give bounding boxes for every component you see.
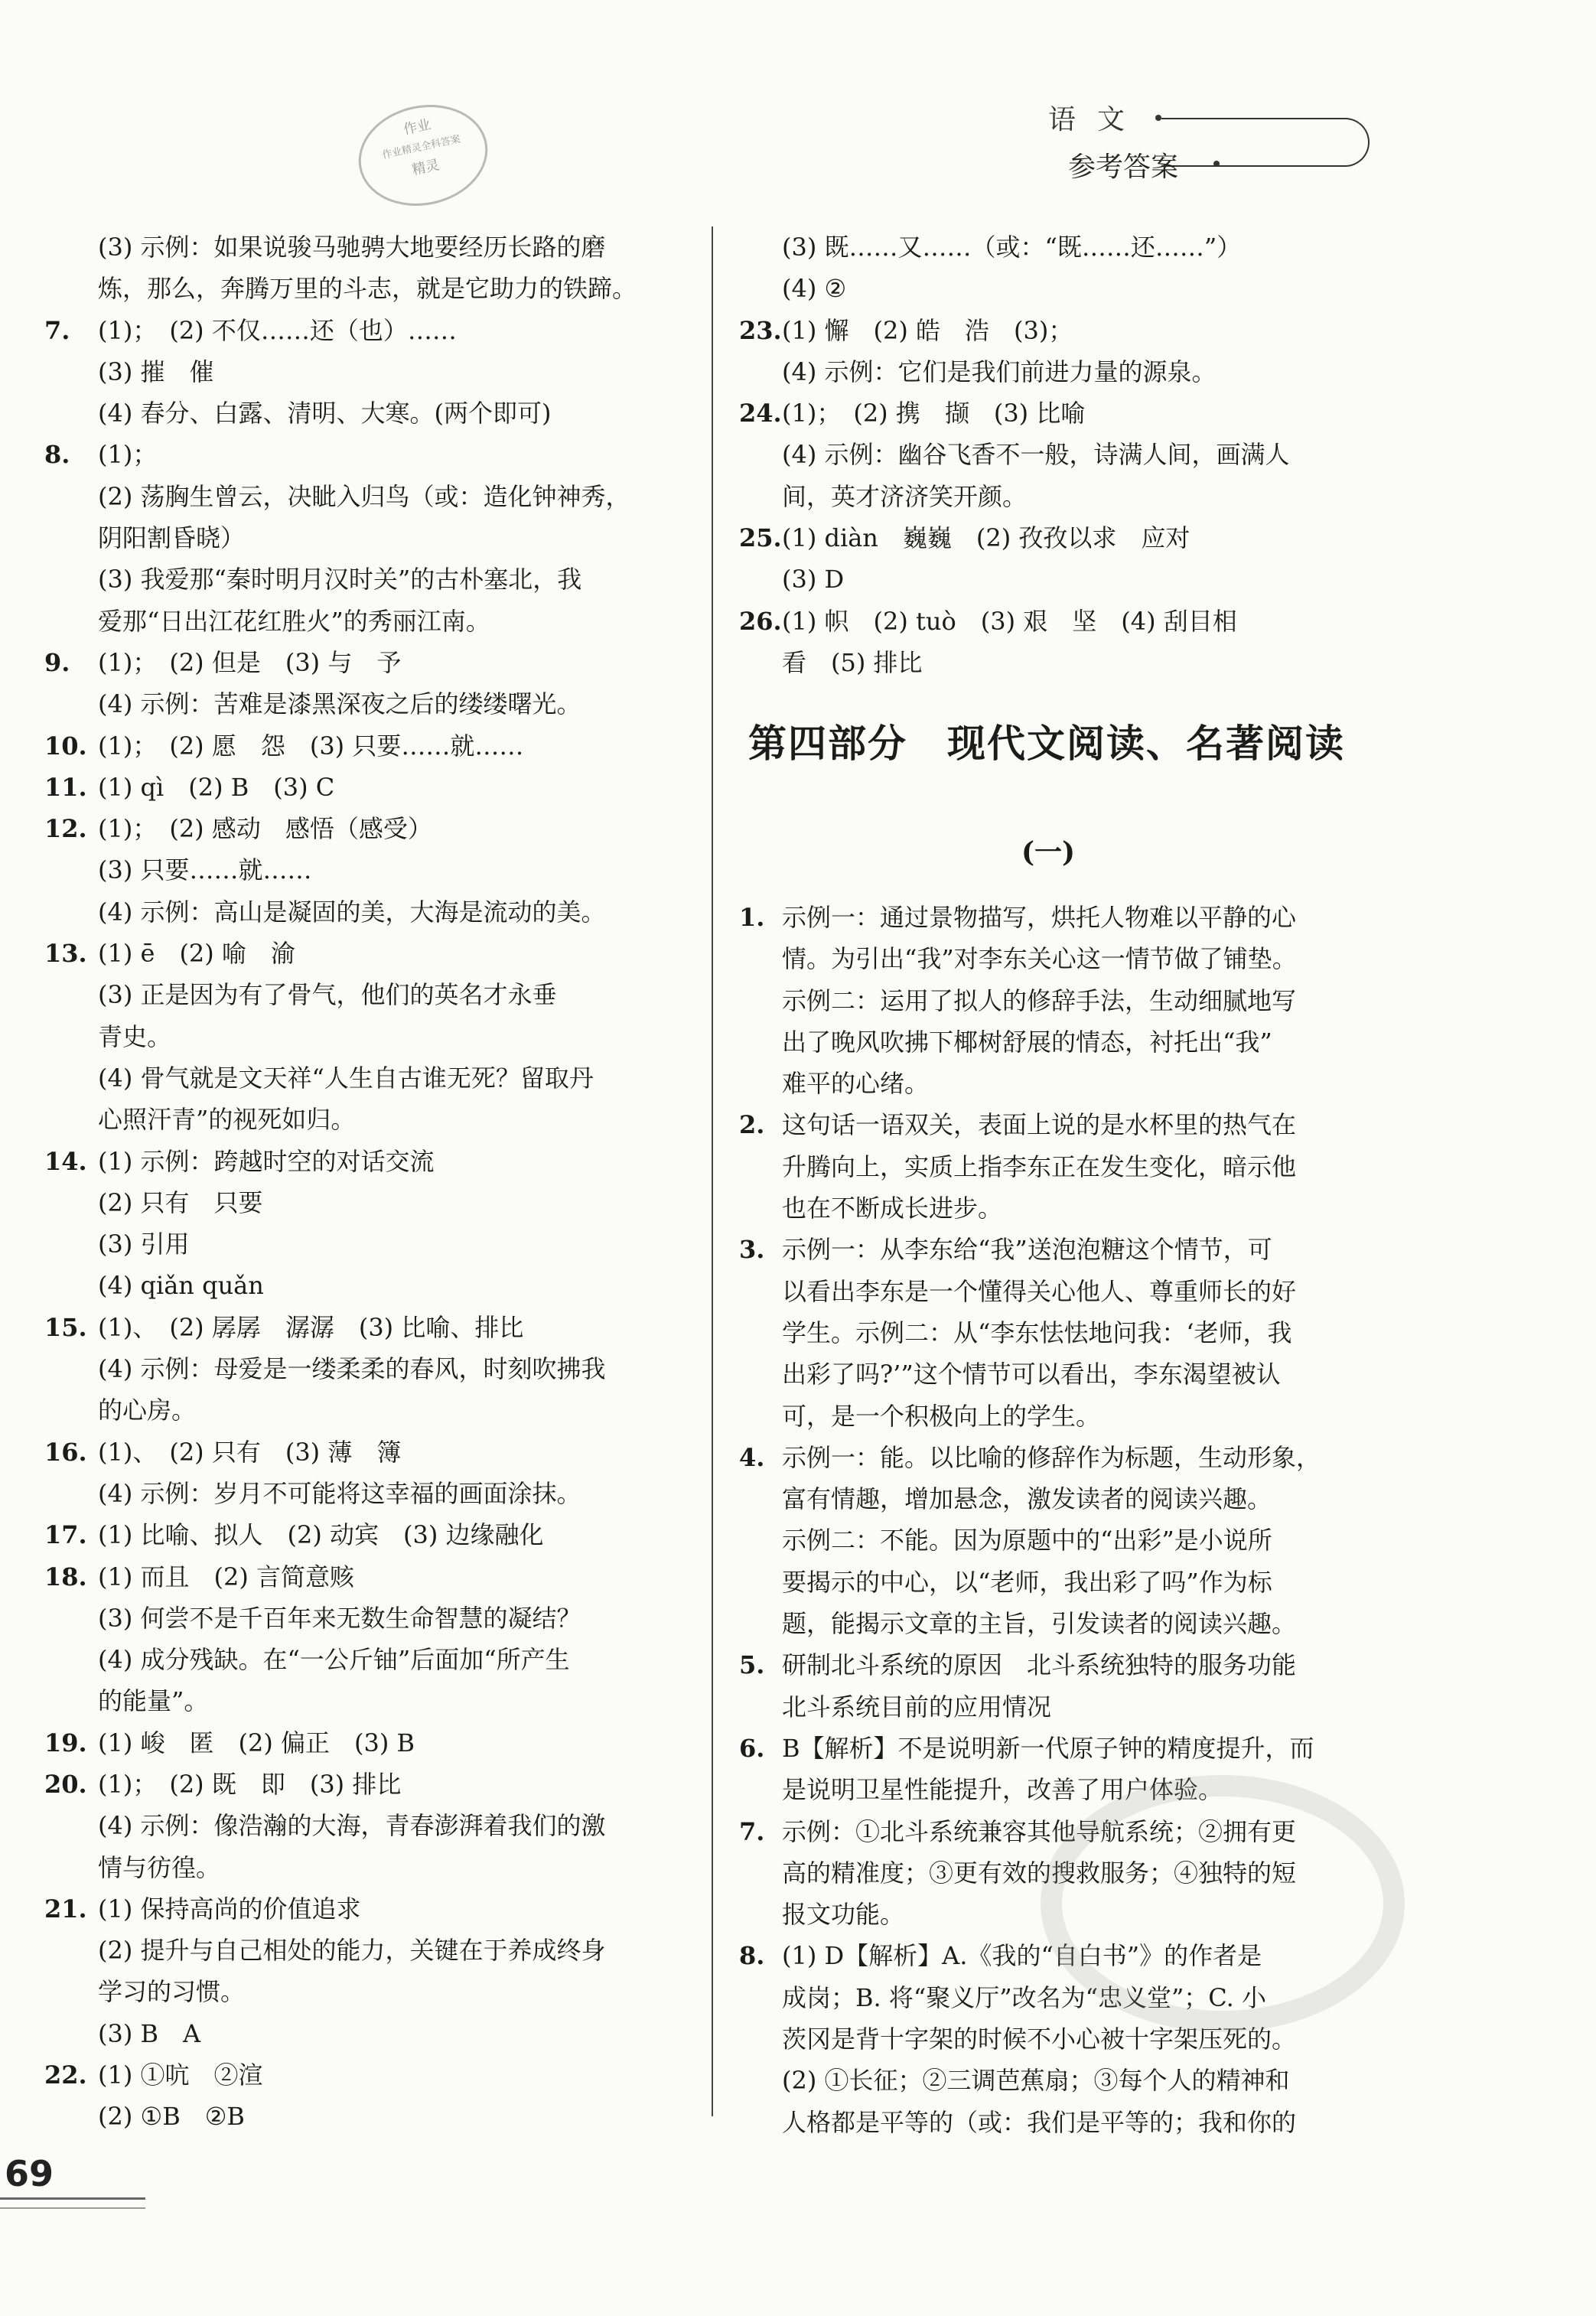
question-number: 8. <box>739 1941 765 1971</box>
answer-text: 学生。示例二：从“李东怯怯地问我：‘老师，我 <box>782 1318 1292 1347</box>
answer-text: (1) 峻 匿 (2) 偏正 (3) B <box>98 1728 415 1757</box>
answer-text: (1)； (2) 既 即 (3) 排比 <box>98 1769 402 1799</box>
answer-text: 示例二：不能。因为原题中的“出彩”是小说所 <box>782 1526 1272 1555</box>
question-number: 22. <box>44 2060 87 2090</box>
answer-text: (1) 懈 (2) 皓 浩 (3)； <box>782 315 1073 345</box>
answer-line <box>44 767 687 808</box>
answer-line <box>739 434 1374 475</box>
answer-line <box>739 1728 1374 1769</box>
answer-line <box>739 897 1374 938</box>
answer-line <box>739 1478 1374 1520</box>
answer-text: 炼，那么，奔腾万里的斗志，就是它助力的铁蹄。 <box>98 274 637 304</box>
answer-text: 示例：①北斗系统兼容其他导航系统；②拥有更 <box>782 1816 1297 1846</box>
answer-text: (1) qì (2) B (3) C <box>98 772 335 802</box>
question-number: 19. <box>44 1728 87 1757</box>
answer-text: (1)； (2) 携 撷 (3) 比喻 <box>782 399 1086 428</box>
question-number: 4. <box>739 1442 765 1472</box>
question-number: 26. <box>739 606 782 636</box>
right-column-top <box>739 226 1374 683</box>
answer-text: 要揭示的中心，以“老师，我出彩了吗”作为标 <box>782 1567 1272 1597</box>
answer-line <box>44 1639 687 1680</box>
answer-line <box>739 2060 1374 2101</box>
answer-text: (2) ①B ②B <box>98 2102 245 2132</box>
answer-line <box>44 642 687 683</box>
answer-text: 这句话一语双关，表面上说的是水杯里的热气在 <box>782 1110 1297 1140</box>
header-decoration <box>1161 118 1370 167</box>
answer-line <box>44 559 687 600</box>
header-subject: 语文 <box>1048 104 1147 135</box>
answer-line <box>44 1265 687 1306</box>
answer-text: (4) 成分残缺。在“一公斤铀”后面加“所产生 <box>98 1645 570 1675</box>
answer-text: (1)、 (2) 只有 (3) 薄 簿 <box>98 1437 402 1467</box>
question-number: 6. <box>739 1733 765 1763</box>
answer-text: 间，英才济济笑开颜。 <box>782 481 1028 511</box>
answer-line <box>44 1057 687 1099</box>
answer-line <box>739 2102 1374 2143</box>
question-number: 3. <box>739 1235 765 1265</box>
question-number: 7. <box>739 1816 765 1846</box>
answer-text: (4) qiǎn quǎn <box>98 1271 264 1301</box>
answer-text: 升腾向上，实质上指李东正在发生变化，暗示他 <box>782 1151 1297 1181</box>
answer-text: 富有情趣，增加悬念，激发读者的阅读兴趣。 <box>782 1484 1272 1514</box>
question-number: 7. <box>44 315 70 345</box>
answer-line <box>44 974 687 1015</box>
question-number: 24. <box>739 399 782 428</box>
answer-line <box>739 1644 1374 1686</box>
answer-line <box>739 351 1374 393</box>
answer-line <box>739 1520 1374 1561</box>
answer-line <box>739 393 1374 434</box>
answer-line <box>44 393 687 434</box>
answer-text: 的心房。 <box>98 1396 197 1425</box>
answer-line <box>44 1556 687 1598</box>
answer-text: (2) 提升与自己相处的能力，关键在于养成终身 <box>98 1936 606 1966</box>
answer-text: B【解析】不是说明新一代原子钟的精度提升，而 <box>782 1733 1314 1763</box>
answer-text: (4) 示例：像浩瀚的大海，青春澎湃着我们的激 <box>98 1811 606 1841</box>
header-answer-label: 参考答案 <box>1068 151 1179 183</box>
question-number: 1. <box>739 903 765 932</box>
header-dot <box>1213 161 1220 167</box>
answer-line <box>44 517 687 559</box>
answer-text: 难平的心绪。 <box>782 1069 930 1099</box>
answer-text: 示例一：通过景物描写，烘托人物难以平静的心 <box>782 903 1297 932</box>
question-number: 9. <box>44 647 70 677</box>
answer-line <box>44 1764 687 1805</box>
answer-text: (4) 示例：幽谷飞香不一般，诗满人间，画满人 <box>782 440 1290 470</box>
answer-text: (1)； (2) 但是 (3) 与 予 <box>98 647 402 677</box>
answer-text: (3) 正是因为有了骨气，他们的英名才永垂 <box>98 980 557 1010</box>
answer-line <box>44 1223 687 1265</box>
answer-line <box>44 2054 687 2096</box>
answer-text: (1) 保持高尚的价值追求 <box>98 1894 361 1923</box>
answer-text: (1) diàn 巍巍 (2) 孜孜以求 应对 <box>782 523 1190 553</box>
question-number: 23. <box>739 315 782 345</box>
answer-text: (4) 示例：高山是凝固的美，大海是流动的美。 <box>98 897 606 927</box>
question-number: 14. <box>44 1146 87 1176</box>
answer-text: (1)； <box>98 440 158 470</box>
answer-line <box>44 351 687 393</box>
answer-line <box>44 310 687 351</box>
answer-text: 情与彷徨。 <box>98 1852 221 1882</box>
answer-line <box>739 1271 1374 1312</box>
answer-text: 出彩了吗?’”这个情节可以看出，李东渴望被认 <box>782 1360 1281 1389</box>
question-number: 16. <box>44 1437 87 1467</box>
stamp-logo: 作业 作业精灵全科答案 精灵 <box>349 93 497 218</box>
answer-text: (2) ①长征；②三调芭蕉扇；③每个人的精神和 <box>782 2066 1290 2096</box>
answer-line <box>44 683 687 725</box>
answer-line <box>739 1146 1374 1187</box>
answer-line <box>44 601 687 642</box>
answer-line <box>739 476 1374 517</box>
answer-text: 心照汗青”的视死如归。 <box>98 1105 356 1135</box>
answer-line <box>44 476 687 517</box>
answer-text: (3) D <box>782 565 845 594</box>
answer-line <box>44 1805 687 1846</box>
answer-text: 看 (5) 排比 <box>782 647 923 677</box>
answer-text: 人格都是平等的（或：我们是平等的；我和你的 <box>782 2107 1297 2137</box>
answer-line <box>44 1598 687 1639</box>
answer-text: (1) 示例：跨越时空的对话交流 <box>98 1146 435 1176</box>
answer-line <box>739 642 1374 683</box>
answer-text: (3) B A <box>98 2018 201 2048</box>
question-number: 21. <box>44 1894 87 1923</box>
answer-line <box>44 1680 687 1722</box>
answer-text: 可，是一个积极向上的学生。 <box>782 1401 1101 1431</box>
answer-line <box>739 1353 1374 1395</box>
question-number: 25. <box>739 523 782 553</box>
answer-line <box>44 268 687 309</box>
question-number: 18. <box>44 1562 87 1591</box>
question-number: 10. <box>44 731 87 761</box>
answer-text: (4) 示例：岁月不可能将这幸福的画面涂抹。 <box>98 1478 581 1508</box>
answer-line <box>44 725 687 767</box>
answer-line <box>44 434 687 475</box>
question-number: 15. <box>44 1312 87 1342</box>
answer-line <box>44 1099 687 1140</box>
answer-line <box>739 1686 1374 1728</box>
answer-text: 报文功能。 <box>782 1900 905 1930</box>
answer-line <box>739 938 1374 979</box>
answer-line <box>739 1063 1374 1104</box>
answer-line <box>44 849 687 891</box>
answer-line <box>739 517 1374 559</box>
answer-line <box>739 268 1374 309</box>
answer-line <box>739 226 1374 268</box>
question-number: 8. <box>44 440 70 470</box>
answer-text: (3) 只要……就…… <box>98 855 312 885</box>
answer-text: (3) 引用 <box>98 1230 190 1259</box>
answer-text: (4) 示例：母爱是一缕柔柔的春风，时刻吹拂我 <box>98 1354 606 1384</box>
answer-line <box>44 1182 687 1223</box>
answer-line <box>739 1104 1374 1145</box>
answer-text: 示例二：运用了拟人的修辞手法，生动细腻地写 <box>782 985 1297 1015</box>
header-dot <box>1155 115 1161 121</box>
answer-text: 研制北斗系统的原因 北斗系统独特的服务功能 <box>782 1650 1297 1680</box>
answer-line <box>44 1930 687 1971</box>
answer-text: 成岗；B. 将“聚义厅”改名为“忠义堂”；C. 小 <box>782 1982 1266 2012</box>
answer-text: (2) 荡胸生曾云，决眦入归鸟（或：造化钟神秀， <box>98 481 630 511</box>
page-number-decoration <box>0 2197 145 2209</box>
answer-text: (2) 只有 只要 <box>98 1187 263 1217</box>
answer-text: 高的精准度；③更有效的搜救服务；④独特的短 <box>782 1858 1297 1888</box>
question-number: 20. <box>44 1769 87 1799</box>
answer-line <box>44 1514 687 1555</box>
answer-line <box>44 1971 687 2012</box>
answer-line <box>44 1348 687 1389</box>
answer-line <box>44 1473 687 1514</box>
answer-text: 爱那“日出江花红胜火”的秀丽江南。 <box>98 606 490 636</box>
answer-text: (4) 春分、白露、清明、大寒。(两个即可) <box>98 399 552 428</box>
answer-line <box>739 1562 1374 1603</box>
answer-text: (1)； (2) 感动 感悟（感受） <box>98 814 432 844</box>
answer-line <box>44 2013 687 2054</box>
question-number: 12. <box>44 814 87 844</box>
answer-text: (3) 摧 催 <box>98 357 214 386</box>
answer-line <box>44 1722 687 1764</box>
answer-line <box>44 1389 687 1431</box>
answer-text: 示例一：能。以比喻的修辞作为标题，生动形象， <box>782 1442 1321 1472</box>
answer-line <box>739 559 1374 600</box>
question-number: 5. <box>739 1650 765 1680</box>
answer-text: (1) ①吭 ②渲 <box>98 2060 263 2090</box>
answer-text: (1)、 (2) 孱孱 潺潺 (3) 比喻、排比 <box>98 1312 524 1342</box>
answer-text: 的能量”。 <box>98 1686 209 1716</box>
answer-line <box>44 1016 687 1057</box>
answer-line <box>739 1603 1374 1644</box>
answer-line <box>739 1021 1374 1063</box>
answer-line <box>44 1307 687 1348</box>
answer-text: 出了晚风吹拂下椰树舒展的情态，衬托出“我” <box>782 1027 1272 1057</box>
answer-text: (1)； (2) 不仅……还（也）…… <box>98 315 457 345</box>
answer-line <box>739 601 1374 642</box>
section-subtitle: (一) <box>1021 836 1076 868</box>
answer-line <box>44 1432 687 1473</box>
answer-text: (4) 骨气就是文天祥“人生自古谁无死？留取丹 <box>98 1063 594 1093</box>
answer-line <box>739 310 1374 351</box>
left-column <box>44 226 687 2138</box>
answer-text: (1) 比喻、拟人 (2) 动宾 (3) 边缘融化 <box>98 1520 544 1550</box>
answer-text: 茨冈是背十字架的时候不小心被十字架压死的。 <box>782 2024 1297 2054</box>
answer-text: 情。为引出“我”对李东关心这一情节做了铺垫。 <box>782 944 1297 974</box>
answer-line <box>44 1847 687 1888</box>
answer-text: (1) ē (2) 喻 渝 <box>98 939 295 969</box>
answer-line <box>44 891 687 933</box>
answer-text: 示例一：从李东给“我”送泡泡糖这个情节，可 <box>782 1235 1272 1265</box>
answer-text: 题，能揭示文章的主旨，引发读者的阅读兴趣。 <box>782 1609 1297 1639</box>
answer-text: 是说明卫星性能提升，改善了用户体验。 <box>782 1775 1223 1805</box>
answer-text: (1) D【解析】A.《我的“自白书”》的作者是 <box>782 1941 1262 1971</box>
question-number: 13. <box>44 939 87 969</box>
answer-text: 学习的习惯。 <box>98 1977 246 2007</box>
answer-text: (3) 既……又……（或：“既……还……”） <box>782 233 1242 262</box>
answer-line <box>739 1396 1374 1437</box>
answer-text: 北斗系统目前的应用情况 <box>782 1692 1052 1722</box>
answer-line <box>44 933 687 974</box>
answer-text: (4) ② <box>782 274 847 304</box>
answer-text: 以看出李东是一个懂得关心他人、尊重师长的好 <box>782 1276 1297 1306</box>
answer-line <box>739 1437 1374 1478</box>
answer-text: (4) 示例：苦难是漆黑深夜之后的缕缕曙光。 <box>98 689 581 719</box>
answer-line <box>44 1141 687 1182</box>
answer-text: 青史。 <box>98 1021 172 1051</box>
answer-text: (1) 而且 (2) 言简意赅 <box>98 1562 355 1591</box>
answer-text: (4) 示例：它们是我们前进力量的源泉。 <box>782 357 1217 386</box>
answer-text: 也在不断成长进步。 <box>782 1194 1003 1223</box>
watermark <box>1041 1775 1405 2032</box>
answer-line <box>739 1187 1374 1229</box>
answer-text: (1)； (2) 愿 怨 (3) 只要……就…… <box>98 731 524 761</box>
answer-text: (3) 我爱那“秦时明月汉时关”的古朴塞北，我 <box>98 565 582 594</box>
question-number: 11. <box>44 772 87 802</box>
answer-line <box>739 1312 1374 1353</box>
column-divider <box>712 226 713 2116</box>
answer-text: (1) 帜 (2) tuò (3) 艰 坚 (4) 刮目相 <box>782 606 1237 636</box>
answer-line <box>44 2096 687 2137</box>
question-number: 2. <box>739 1110 765 1140</box>
question-number: 17. <box>44 1520 87 1550</box>
answer-line <box>739 980 1374 1021</box>
answer-text: (3) 示例：如果说骏马驰骋大地要经历长路的磨 <box>98 233 606 262</box>
answer-line <box>44 226 687 268</box>
answer-line <box>44 1888 687 1930</box>
section-title: 第四部分 现代文阅读、名著阅读 <box>748 722 1345 766</box>
page-number: 69 <box>5 2153 54 2194</box>
answer-text: (3) 何尝不是千百年来无数生命智慧的凝结？ <box>98 1603 581 1633</box>
answer-text: 阴阳割昏晓） <box>98 523 246 553</box>
answer-line <box>44 808 687 849</box>
answer-line <box>739 1229 1374 1270</box>
